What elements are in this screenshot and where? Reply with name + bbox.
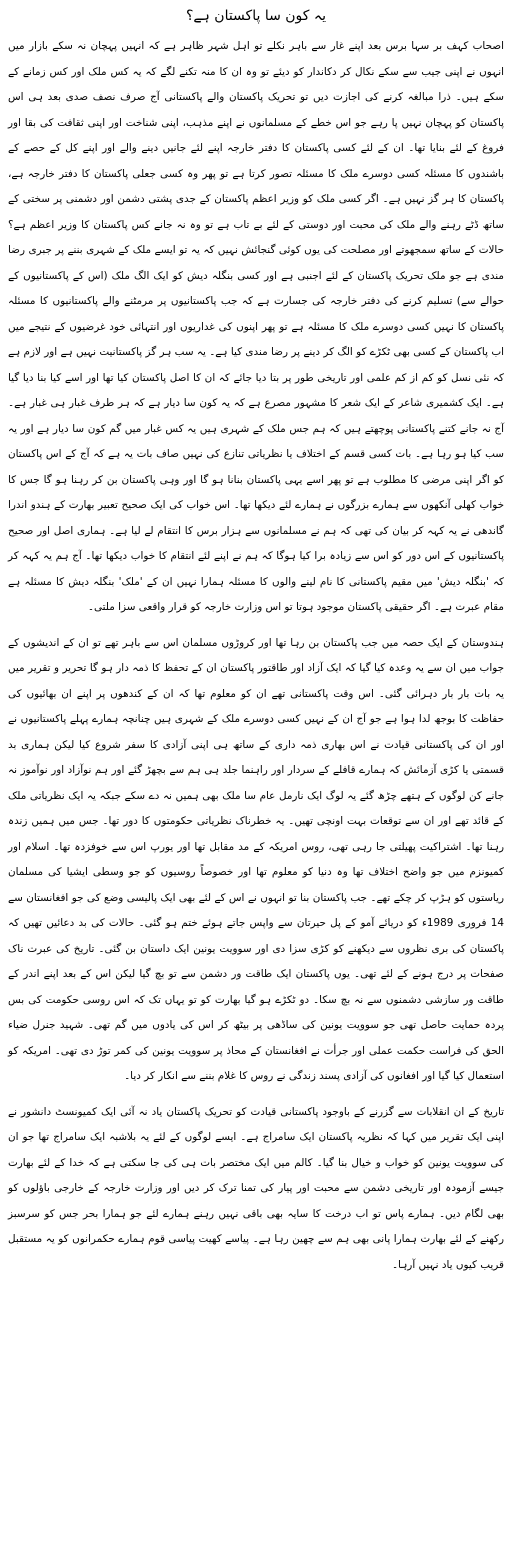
article-paragraph-3: تاریخ کے ان انقلابات سے گزرنے کے باوجود پاکستانی قیادت کو تحریک پاکستان یاد نہ آئی ایک کمیونسٹ دانشور نے اپنی ایک تقریر میں کہا کہ نظریہ پاکستان ایک سامراج ہے۔ ایسے لوگوں کے لئے یہ بلاشبہ ایک سامراج تھا جو ان کی سوویت یونین کو خواب و خیال بنا گیا۔ کالم میں ایک مختصر بات ہی کی جا سکتی ہے کہ خدا کے لئے بھارت جیسے آزمودہ اور تاریخی دشمن سے محبت اور پیار کی تمنا ترک کر دیں اور وزارت خارجہ کے خارجی باؤلوں کو بھی لگام دیں۔ ہمارے پاس تو اب درخت کا سایہ بھی باقی نہیں رہنے ہمارے لئے جو ہمارا بحر جس کو سرسبز رکھنے کے لئے بھارت ہمارا پانی بھی ہم سے چھین رہا ہے۔ پیاسے کھیت پیاسی قوم ہمارے حکمرانوں کو یہ مستقبل قریب کیوں یاد نہیں آرہا۔: [8, 1105, 504, 1271]
article-paragraph-1: اصحاب کہف بر سہا برس بعد اپنے غار سے باہر نکلے تو اہل شہر ظاہر ہے کہ انہیں پہچان نہ سکے بازار میں انہوں نے اپنی جیب سے سکے نکال کر دکاندار کو دیئے تو وہ ان کا منہ تکنے لگے کہ یہ کس ملک اور کس زمانے کے سکے ہیں۔ ذرا مبالغہ کرنے کی اجازت دیں تو تحریک پاکستان والے پاکستانی آج صرف نصف صدی بعد ہی اس پاکستان کو پہچان نہیں پا رہے جو اس خطے کے مسلمانوں نے اپنے مذہب، اپنی شناخت اور اپنی ثقافت کی بقا اور فروغ کے لئے بنایا تھا۔ ان کے لئے کسی پاکستان کا دفتر خارجہ اپنے لئے جانیں دینے والے اور اپنے کل کے حصے کے باشندوں کا مسئلہ کسی دوسرے ملک کا مسئلہ تصور کرتا ہے تو پھر وہ کسی جعلی پاکستان کا دفتر خارجہ ہے، پاکستان کا ہر گز نہیں ہے۔ اگر کسی ملک کو وزیر اعظم پاکستان کے جدی پشتی دشمن اور دشمنی پر سختی کے ساتھ ڈٹے رہنے والے ملک کی محبت اور دوستی کے لئے بے تاب ہے تو وہ نہ جانے کس پاکستان کا وزیر اعظم ہے؟ حالات کے ساتھ سمجھوتے اور مصلحت کی یوں کوئی گنجائش نہیں کہ یہ تو ایسے ملک کے شہری بننے پر جبری رضا مندی ہے جو ملک تحریک پاکستان کے لئے اجنبی ہے اور کسی بنگلہ دیش کو ایک الگ ملک (اس کے پاکستانیوں کے حوالے سے) تسلیم کرنے کی دفتر خارجہ کی جسارت ہے کہ جب پاکستانیوں پر مرمٹنے والے پاکستانیوں کا مسئلہ پاکستان کا نہیں کسی دوسرے ملک کا مسئلہ ہے تو پھر اپنوں کی غداریوں اور انتہائی خود غرضیوں کے نتیجے میں اب پاکستان کے کسی بھی ٹکڑے کو الگ کر دینے پر رضا مندی کیا ہے۔ یہ سب ہر گز پاکستانیت نہیں ہے اور لازم ہے کہ نئی نسل کو کم از کم علمی اور تاریخی طور پر بتا دیا جائے کہ ان کا اصل پاکستان کیا تھا اور اسے کیا بنا دیا گیا ہے۔ ایک کشمیری شاعر کے ایک شعر کا مشہور مصرع ہے کہ یہ کون سا دیار ہے کہ ہر طرف غبار ہی غبار ہے۔ آج نہ جانے کتنے پاکستانی پوچھتے ہیں کہ ہم جس ملک کے شہری ہیں یہ کس غبار میں گم کون سا دیار ہے اور یہ سب کیا ہو رہا ہے۔ بات کسی قسم کے اختلاف یا نظریاتی تنازع کی نہیں صاف بات یہ ہے کہ آج کے اس پاکستان کو اگر اپنی مرضی کا مطلوب ہے تو پھر اسے یہی پاکستان بنانا ہو گا اور وہی پاکستان بن کر رہنا ہو گا جس کا خواب کھلی آنکھوں سے ہمارے بزرگوں نے ہمارے لئے دیکھا تھا۔ اس خواب کی ایک صحیح تعبیر بھارت کے ہندو اندرا گاندھی نے یہ کہہ کر بیان کی تھی کہ ہم نے مسلمانوں سے ہزار برس کا انتقام لے لیا ہے۔ ہماری اصل اور صحیح پاکستانیوں کے اس دور کو اس سے زیادہ برا کیا ہوگا کہ ہم نے اپنے لئے انتقام کا خواب دیکھا تھا۔ آج ہم یہ کہہ کر کہ 'بنگلہ دیش' میں مقیم پاکستانی کا نام لینے والوں کا مسئلہ ہمارا نہیں ان کے 'ملک' بنگلہ دیش کا مسئلہ ہے مقام عبرت ہے۔ اگر حقیقی پاکستان موجود ہوتا تو اس وزارت خارجہ کو قرار واقعی سزا ملتی۔: [8, 40, 504, 613]
article-title: یہ کون سا پاکستان ہے؟: [186, 8, 326, 24]
article-paragraph-2: ہندوستان کے ایک حصہ میں جب پاکستان بن رہا تھا اور کروڑوں مسلمان اس سے باہر تھے تو ان کے اندیشوں کے جواب میں ان سے یہ وعدہ کیا گیا کہ ایک آزاد اور طاقتور پاکستان ان کے تحفظ کا ذمہ دار ہو گا تحریر و تقریر میں یہ بات بار بار دہرائی گئی۔ اس وقت پاکستانی تھے ان کو معلوم تھا کہ ان کے کندھوں پر اپنے ان بھائیوں کی حفاظت کا بوجھ لدا ہوا ہے جو آج ان کے نہیں کسی دوسرے ملک کے شہری ہیں چنانچہ ہمارے پہلے پاکستانیوں نے اور ان کی پاکستانی قیادت نے اس بھاری ذمہ داری کے ساتھ ہی اپنی آزادی کا سفر شروع کیا لیکن ہماری بد قسمتی یا کڑی آزمائش کہ ہمارے قافلے کے سردار اور راہنما جلد ہی ہم سے بچھڑ گئے اور ہم نوآزاد اور نوآموز نہ جانے کن لوگوں کے ہتھے چڑھ گئے یہ لوگ ایک نارمل عام سا ملک بھی ہمیں نہ دے سکے جبکہ یہ ایک نظریاتی ملک کے قائد تھے اور ان سے توقعات بہت اونچی تھیں۔ یہ خطرناک نظریاتی حکومتوں کا دور تھا۔ جس میں ہمیں زندہ رہنا تھا۔ اشتراکیت پھیلتی جا رہی تھی، روس امریکہ کے مد مقابل تھا اور یورپ اس سے خوفزدہ تھا۔ اسلام اور کمیونزم میں جو واضح اختلاف تھا وہ دنیا کو معلوم تھا اور خصوصاً روسیوں کو جو وسطی ایشیا کی مسلمان ریاستوں کو ہڑپ کر چکے تھے۔ جب پاکستان بنا تو انہوں نے اس کے لئے بھی ایک پالیسی وضع کی جو افغانستان سے 14 فروری 1989ء کو دریائے آمو کے پل حیرتان سے واپس جاتے ہوئے ختم ہو گئی۔ حالات کی بد دعائیں تھیں کہ پاکستان کی بری نظروں سے دیکھنے کو کڑی سزا دی اور سوویت یونین ایک داستان بن گئی۔ تاریخ کی عبرت ناک صفحات پر درج ہونے کے لئے تھی۔ یوں پاکستان ایک طاقت ور دشمن سے تو بچ گیا لیکن اس کے بعد اپنے اندر کے طاقت ور سازشی دشمنوں سے نہ بچ سکا۔ دو ٹکڑے ہو گیا بھارت کو تو یہاں تک کہ اس روسی حکومت کی بس پردہ حمایت حاصل تھی جو سوویت یونین کی ساڈھی پر بیٹھ کر اس کی یادوں میں گم تھی۔ شہید جنرل ضیاء الحق کی فراست حکمت عملی اور جرأت نے افغانستان کے محاذ پر سوویت یونین کی کمر توڑ دی تھی۔ امریکہ کو استعمال کیا گیا اور افغانوں کی آزادی پسند زندگی نے روس کا غلام بننے سے انکار کر دیا۔: [8, 636, 504, 1082]
article-body: [8, 34, 504, 1278]
